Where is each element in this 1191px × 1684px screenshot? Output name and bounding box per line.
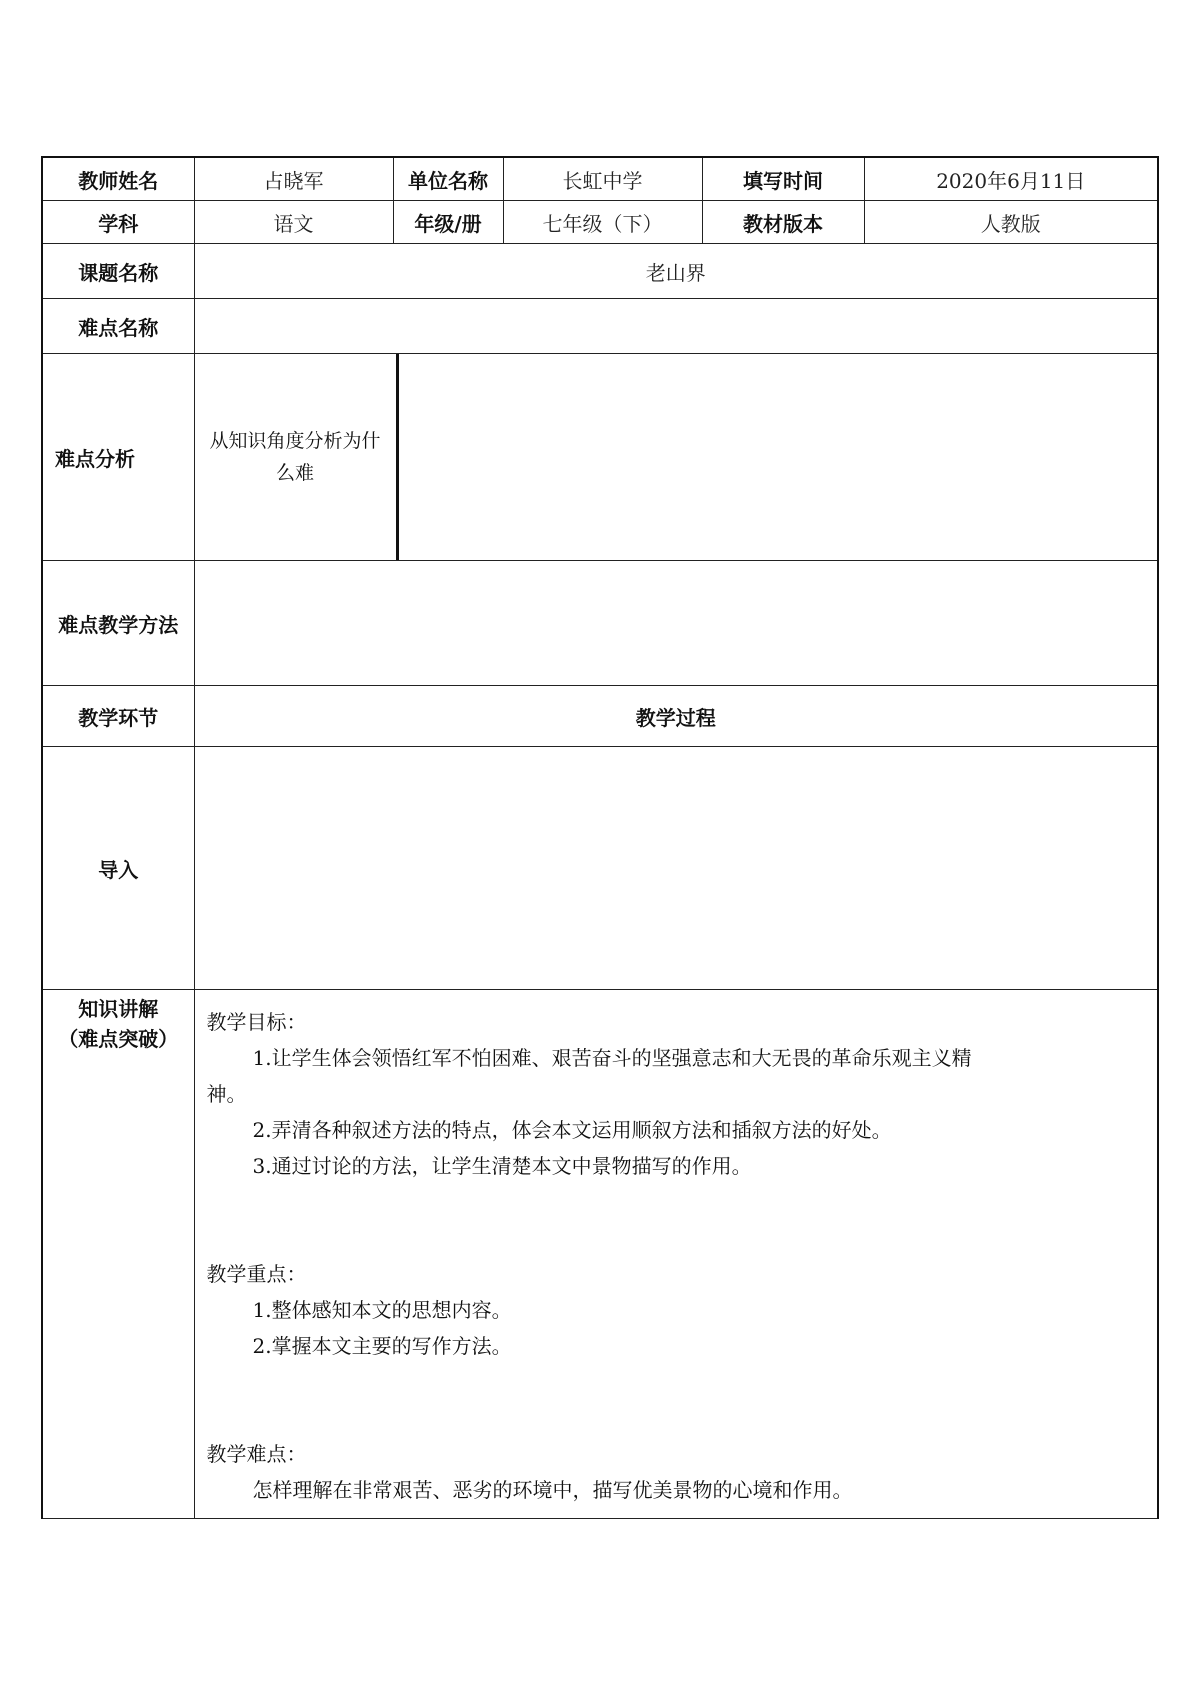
- intro-label: 导入: [42, 747, 194, 990]
- goal-item-continued: 神。: [206, 1082, 247, 1106]
- knowledge-label: [42, 990, 194, 1519]
- intro-row: [42, 747, 1158, 990]
- difficulty-value: [194, 299, 1158, 354]
- difficulty-point-item: 怎样理解在非常艰苦、恶劣的环境中，描写优美景物的心境和作用。: [252, 1478, 853, 1502]
- intro-value: [194, 747, 1158, 990]
- header-row-1: [42, 157, 1158, 201]
- knowledge-label-line1: 知识讲解: [78, 997, 159, 1021]
- knowledge-content: [194, 990, 1158, 1519]
- method-label: 难点教学方法: [42, 561, 194, 686]
- teaching-step-label: 教学环节: [42, 686, 194, 747]
- edition-value: 人教版: [864, 201, 1158, 244]
- analysis-inner: [195, 354, 1158, 560]
- analysis-cell: [194, 354, 1158, 561]
- analysis-sub-label: 从知识角度分析为什么难: [195, 354, 399, 560]
- knowledge-row: [42, 990, 1158, 1519]
- goals-title: 教学目标：: [206, 1010, 307, 1034]
- edition-label: 教材版本: [702, 201, 864, 244]
- key-point-item: 2.掌握本文主要的写作方法。: [252, 1334, 512, 1358]
- grade-value: 七年级（下）: [503, 201, 702, 244]
- spacer: [207, 1184, 1140, 1256]
- teacher-name-value: 占晓军: [194, 157, 393, 201]
- header-row-2: [42, 201, 1158, 244]
- teacher-name-label: 教师姓名: [42, 157, 194, 201]
- lesson-plan-table: [41, 156, 1159, 1519]
- difficulty-points-title: 教学难点：: [206, 1442, 307, 1466]
- fill-date-value: 2020年6月11日: [864, 157, 1158, 201]
- topic-label: 课题名称: [42, 244, 194, 299]
- difficulty-row: [42, 299, 1158, 354]
- method-row: [42, 561, 1158, 686]
- lesson-plan-sheet: [41, 156, 1157, 1519]
- goal-item: 2.弄清各种叙述方法的特点，体会本文运用顺叙方法和插叙方法的好处。: [252, 1118, 892, 1142]
- analysis-row: [42, 354, 1158, 561]
- difficulty-label: 难点名称: [42, 299, 194, 354]
- key-points-title: 教学重点：: [206, 1262, 307, 1286]
- grade-label: 年级/册: [393, 201, 503, 244]
- key-point-item: 1.整体感知本文的思想内容。: [252, 1298, 512, 1322]
- knowledge-label-line2: （难点突破）: [58, 1027, 179, 1051]
- fill-date-label: 填写时间: [702, 157, 864, 201]
- subject-value: 语文: [194, 201, 393, 244]
- spacer: [207, 1364, 1140, 1436]
- process-header-row: [42, 686, 1158, 747]
- topic-value: 老山界: [194, 244, 1158, 299]
- method-value: [194, 561, 1158, 686]
- goal-item: 3.通过讨论的方法，让学生清楚本文中景物描写的作用。: [252, 1154, 752, 1178]
- unit-name-label: 单位名称: [393, 157, 503, 201]
- subject-label: 学科: [42, 201, 194, 244]
- teaching-process-label: 教学过程: [194, 686, 1158, 747]
- topic-row: [42, 244, 1158, 299]
- goal-item: 1.让学生体会领悟红军不怕困难、艰苦奋斗的坚强意志和大无畏的革命乐观主义精: [252, 1046, 972, 1070]
- analysis-value: [399, 354, 1158, 560]
- analysis-label: 难点分析: [42, 354, 194, 561]
- unit-name-value: 长虹中学: [503, 157, 702, 201]
